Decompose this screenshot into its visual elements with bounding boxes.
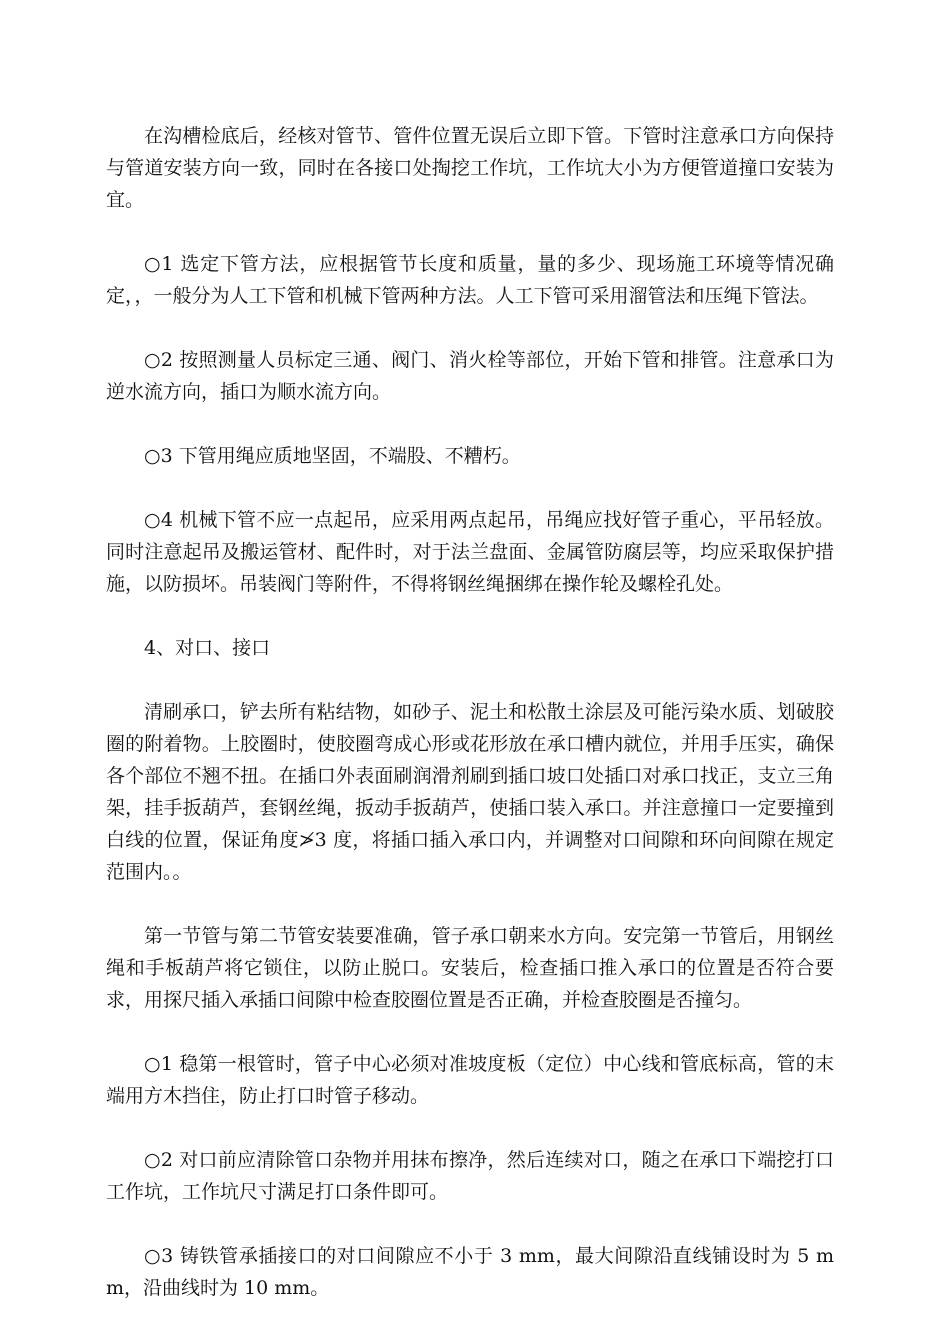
paragraph-first-pipe-install: 第一节管与第二节管安装要准确，管子承口朝来水方向。安完第一节管后，用钢丝绳和手板葫芦将它锁住，以防止脱口。安装后，检查插口推入承口的位置是否符合要求，用探尺插入承插口间隙中检查胶圈位置是否正确，并检查胶圈是否撞匀。 xyxy=(106,925,834,1011)
section-heading-joints: 4、对口、接口 xyxy=(144,637,271,659)
paragraph-pipe-layout: ○2 按照测量人员标定三通、阀门、消火栓等部位，开始下管和排管。注意承口为逆水流方向，插口为顺水流方向。 xyxy=(106,349,834,403)
paragraph-mechanical-lifting: ○4 机械下管不应一点起吊，应采用两点起吊，吊绳应找好管子重心，平吊轻放。同时注意起吊及搬运管材、配件时，对于法兰盘面、金属管防腐层等，均应采取保护措施，以防损坏。吊装阀门等附件，不得将钢丝绳捆绑在操作轮及螺栓孔处。 xyxy=(106,509,834,595)
paragraph-first-pipe-stabilize: ○1 稳第一根管时，管子中心必须对准坡度板（定位）中心线和管底标高，管的末端用方木挡住，防止打口时管子移动。 xyxy=(106,1053,834,1107)
paragraph-lowering-method: ○1 选定下管方法，应根据管节长度和质量，量的多少、现场施工环境等情况确定，，一般分为人工下管和机械下管两种方法。人工下管可采用溜管法和压绳下管法。 xyxy=(106,253,834,307)
paragraph-rope-quality: ○3 下管用绳应质地坚固，不端股、不糟朽。 xyxy=(144,445,521,467)
paragraph-joint-cleaning: ○2 对口前应清除管口杂物并用抹布擦净，然后连续对口，随之在承口下端挖打口工作坑，工作坑尺寸满足打口条件即可。 xyxy=(106,1149,834,1203)
paragraph-socket-cleaning: 清刷承口，铲去所有粘结物，如砂子、泥土和松散土涂层及可能污染水质、划破胶圈的附着物。上胶圈时，使胶圈弯成心形或花形放在承口槽内就位，并用手压实，确保各个部位不翘不扭。在插口外表面刷润滑剂刷到插口坡口处插口对承口找正，支立三角架，挂手扳葫芦，套钢丝绳，扳动手扳葫芦，使插口装入承口。并注意撞口一定要撞到白线的位置，保证角度≯3 度，将插口插入承口内，并调整对口间隙和环向间隙在规定范围内。。 xyxy=(106,701,834,883)
paragraph-lowering-intro: 在沟槽检底后，经核对管节、管件位置无误后立即下管。下管时注意承口方向保持与管道安装方向一致，同时在各接口处掏挖工作坑，工作坑大小为方便管道撞口安装为宜。 xyxy=(106,125,834,211)
document-body xyxy=(106,120,834,1336)
paragraph-joint-gap: ○3 铸铁管承插接口的对口间隙应不小于 3 mm，最大间隙沿直线铺设时为 5 mm，沿曲线时为 10 mm。 xyxy=(106,1245,834,1299)
